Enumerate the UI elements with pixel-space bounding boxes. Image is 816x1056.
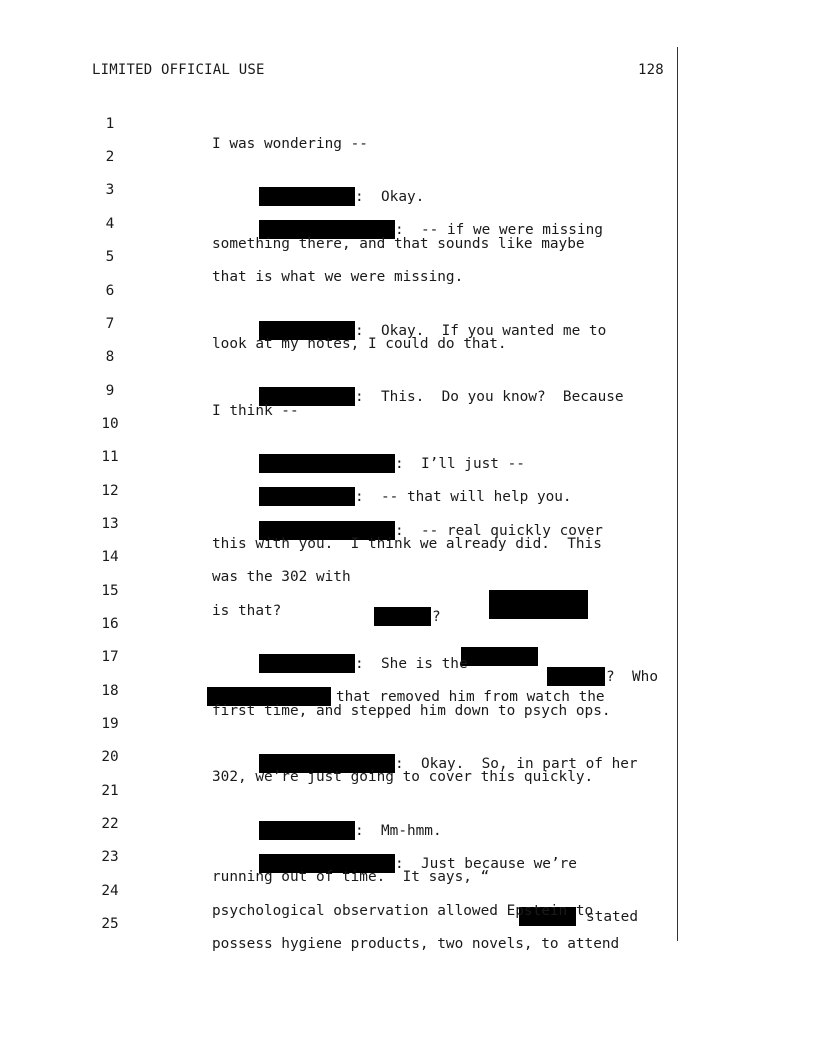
line-number: 3 [105,182,115,198]
line-text: : -- if we were missing [395,222,603,238]
line-text: something there, and that sounds like maybe [212,236,585,252]
line-text: running out of time. It says, “ [212,869,490,885]
line-number: 22 [101,816,119,832]
line-number: 19 [101,716,119,732]
line-number: 1 [105,116,115,132]
line-text: : Mm-hmm. [355,823,442,839]
line-text: : -- that will help you. [355,489,572,505]
line-number: 16 [101,616,119,632]
line-number: 14 [101,549,119,565]
line-text: I was wondering -- [212,136,368,152]
line-text: psychological observation allowed Epstein to [212,903,594,919]
line-number: 6 [105,283,115,299]
line-text: : This. Do you know? Because [355,389,624,405]
redaction-box [461,647,538,666]
line-text: : Okay. If you wanted me to [355,323,607,339]
line-number: 4 [105,216,115,232]
redaction-box [259,454,395,473]
line-text: possess hygiene products, two novels, to attend [212,936,620,952]
line-number: 9 [105,383,115,399]
line-number: 25 [101,916,119,932]
line-number: 2 [105,149,115,165]
line-text: stated [586,909,638,925]
redaction-box [547,667,605,686]
right-margin-rule [677,47,678,941]
line-text: ? [432,609,441,625]
redaction-box [259,821,355,840]
line-number: 17 [101,649,119,665]
line-number: 10 [101,416,119,432]
line-text: : Just because we’re [395,856,577,872]
line-text: : She is the [355,656,468,672]
classification-header: LIMITED OFFICIAL USE [92,62,265,78]
line-text: 302, we’re just going to cover this quickly. [212,769,594,785]
line-text: : Okay. So, in part of her [395,756,638,772]
transcript-line [0,94,368,152]
line-text: that is what we were missing. [212,269,464,285]
redaction-box [374,607,431,626]
line-text: that removed him from watch the [336,689,605,705]
line-number: 21 [101,783,119,799]
line-text: this with you. I think we already did. This [212,536,602,552]
transcript-line [0,361,299,419]
line-text: is that? [212,603,282,619]
line-text: : Okay. [355,189,425,205]
line-number: 20 [101,749,119,765]
line-text: first time, and stepped him down to psych ops. [212,703,611,719]
line-text: : I’ll just -- [395,456,525,472]
line-number: 23 [101,849,119,865]
line-text: I think -- [212,403,299,419]
redaction-box [259,654,355,673]
line-text: : -- real quickly cover [395,523,603,539]
line-number: 11 [101,449,119,465]
line-number: 18 [101,683,119,699]
line-number: 24 [101,883,119,899]
redaction-box [259,487,355,506]
line-text: look at my notes, I could do that. [212,336,507,352]
page-number: 128 [638,62,664,78]
line-number: 8 [105,349,115,365]
line-number: 5 [105,249,115,265]
line-text: ? Who [606,669,658,685]
redaction-box [259,187,355,206]
line-text: was the 302 with [212,569,351,585]
line-number: 7 [105,316,115,332]
line-number: 12 [101,483,119,499]
redaction-box [489,590,588,619]
line-number: 15 [101,583,119,599]
line-number: 13 [101,516,119,532]
